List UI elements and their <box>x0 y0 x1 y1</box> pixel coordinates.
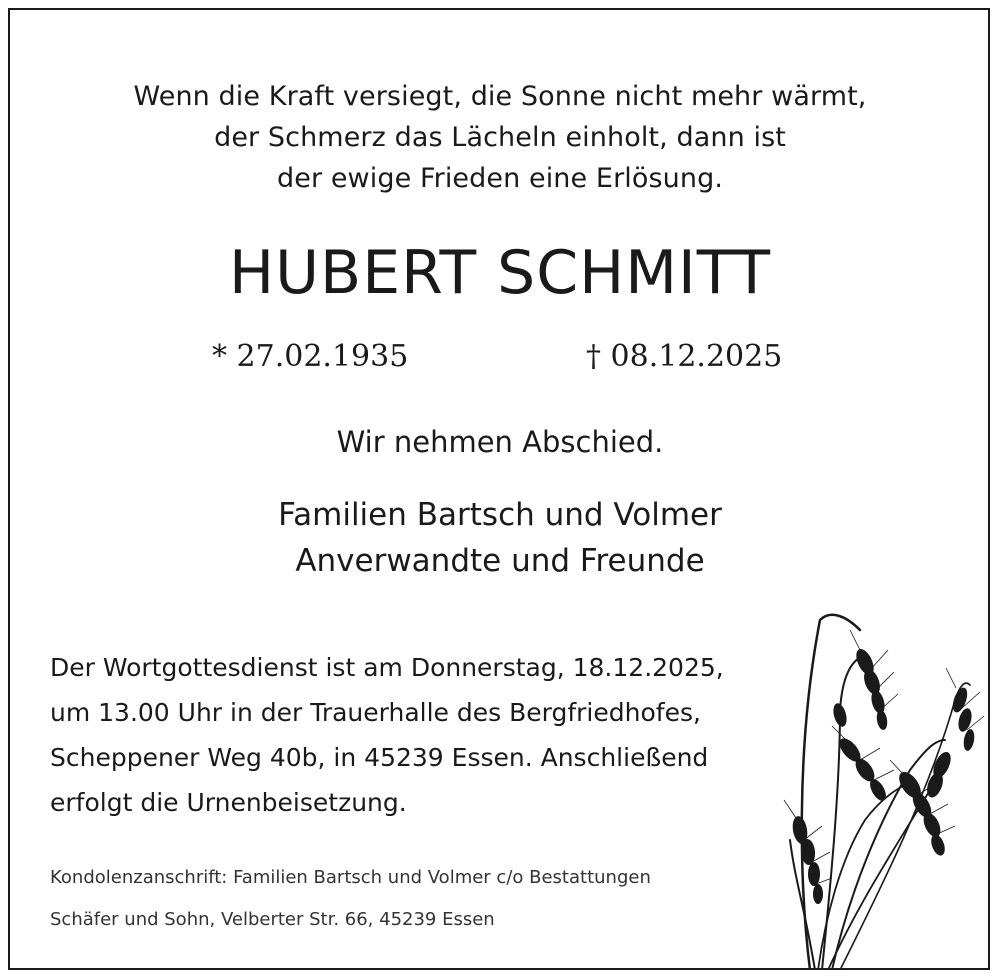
farewell-line: Wir nehmen Abschied. <box>336 425 664 459</box>
service-line-4: erfolgt die Urnenbeisetzung. <box>50 788 407 817</box>
condolence-address <box>50 857 651 941</box>
condolence-line-1: Kondolenzanschrift: Familien Bartsch und Volmer c/o Bestattungen <box>50 867 651 888</box>
service-details <box>50 645 724 825</box>
mourners-line-2: Anverwandte und Freunde <box>295 543 705 579</box>
condolence-line-2: Schäfer und Sohn, Velberter Str. 66, 45239 Essen <box>50 909 495 930</box>
wheat-ears-icon <box>770 590 990 970</box>
deceased-name: HUBERT SCHMITT <box>229 238 771 308</box>
mourners-line-1: Familien Bartsch und Volmer <box>278 497 722 533</box>
motto-line-1: Wenn die Kraft versiegt, die Sonne nicht mehr wärmt, <box>133 81 867 112</box>
motto-line-2: der Schmerz das Lächeln einholt, dann ist <box>214 122 786 153</box>
motto-verse <box>0 76 1000 199</box>
service-line-1: Der Wortgottesdienst ist am Donnerstag, 18.12.2025, <box>50 653 724 682</box>
birth-date: * 27.02.1935 <box>212 339 409 374</box>
motto-line-3: der ewige Frieden eine Erlösung. <box>277 163 723 194</box>
mourners-block <box>0 492 1000 584</box>
service-line-2: um 13.00 Uhr in der Trauerhalle des Bergfriedhofes, <box>50 698 701 727</box>
service-line-3: Scheppener Weg 40b, in 45239 Essen. Anschließend <box>50 743 709 772</box>
death-date: † 08.12.2025 <box>586 339 783 374</box>
